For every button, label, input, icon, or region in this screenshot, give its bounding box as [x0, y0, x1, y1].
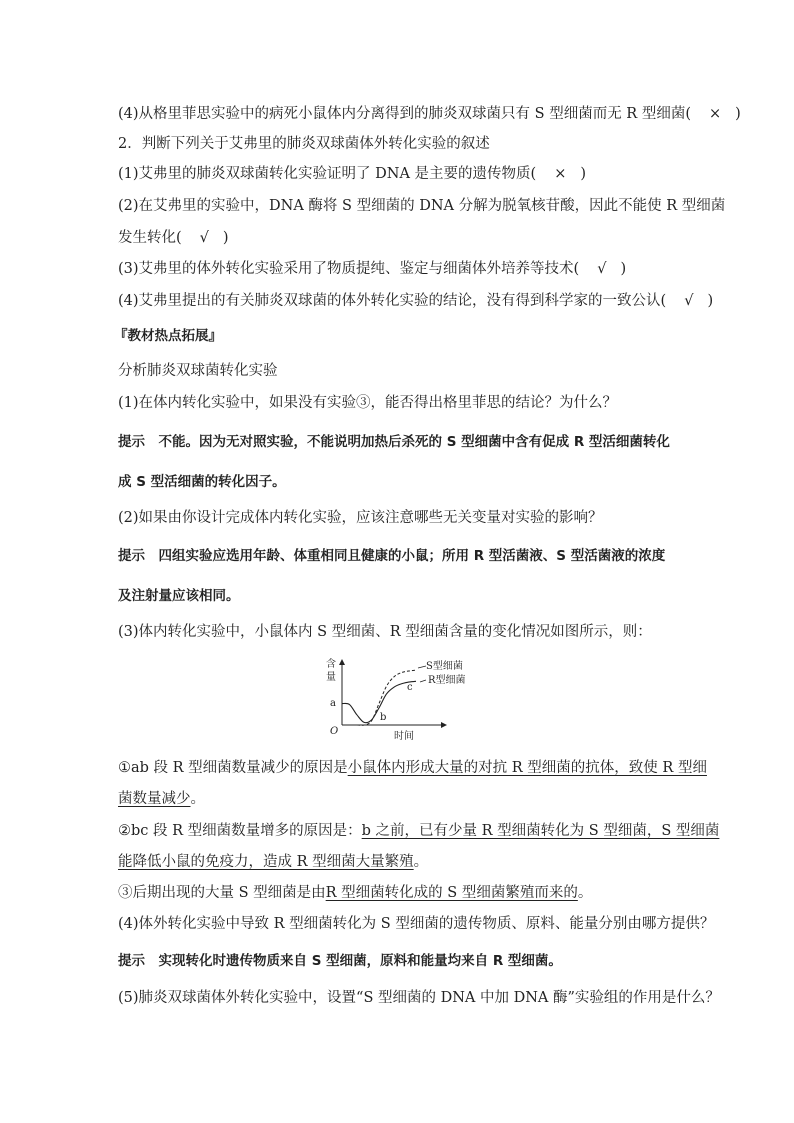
answer-1-line-2 [118, 789, 680, 809]
bracket-close: ) [620, 261, 627, 277]
period: 。 [190, 791, 205, 807]
legend-r-bacteria: R型细菌 [428, 675, 466, 686]
s-legend-leader [418, 666, 426, 668]
judgment-item-4 [118, 104, 741, 124]
sub-question-5: (5)肺炎双球菌体外转化实验中，设置“S 型细菌的 DNA 中加 DNA 酶”实验组的作用是什么？ [118, 990, 720, 1006]
answer-1-underlined: 小鼠体内形成大量的对抗 R 型细菌的抗体，致使 R 型细 [347, 760, 707, 776]
point-b-label: b [380, 712, 387, 723]
r-legend-leader [420, 680, 426, 682]
answer-1-prefix: ①ab 段 R 型细菌数量减少的原因是 [118, 760, 348, 776]
judgment-2-item-2-line-2 [118, 228, 680, 248]
topic-heading: 分析肺炎双球菌转化实验 [118, 363, 278, 379]
hint-1-line-2: 成 S 型活细菌的转化因子。 [118, 474, 286, 490]
bracket-close: ) [222, 230, 229, 246]
point-a-label: a [330, 698, 336, 709]
cross-mark: × [554, 166, 567, 182]
period: 。 [413, 854, 429, 870]
sub-question-3: (3)体内转化实验中，小鼠体内 S 型细菌、R 型细菌含量的变化情况如图所示，则： [118, 624, 652, 640]
answer-2-line-2 [118, 852, 680, 872]
judgment-2-item-1 [118, 164, 680, 184]
r-bacteria-curve [342, 681, 416, 722]
bracket-close: ) [580, 166, 587, 182]
answer-2-prefix: ②bc 段 R 型细菌数量增多的原因是： [118, 823, 362, 839]
judgment-2-item-2-line-1: (2)在艾弗里的实验中，DNA 酶将 S 型细菌的 DNA 分解为脱氧核苷酸，因此不能使 R 型细菌 [118, 198, 726, 214]
question-2-heading: 2．判断下列关于艾弗里的肺炎双球菌体外转化实验的叙述 [118, 136, 490, 152]
origin-label: O [330, 726, 339, 737]
y-axis-label-2: 量 [326, 672, 336, 683]
answer-3-prefix: ③后期出现的大量 S 型细菌是由 [118, 885, 326, 901]
cross-mark: × [708, 106, 722, 122]
judgment-item-4-text: (4)从格里菲思实验中的病死小鼠体内分离得到的肺炎双球菌只有 S 型细菌而无 R 型细菌( [118, 106, 691, 122]
hint-4: 提示 实现转化时遗传物质来自 S 型细菌，原料和能量均来自 R 型细菌。 [118, 953, 562, 969]
answer-3-underlined: R 型细菌转化成的 S 型细菌繁殖而来的 [325, 885, 578, 901]
answer-3 [118, 883, 680, 903]
sub-question-1: (1)在体内转化实验中，如果没有实验③，能否得出格里菲思的结论？为什么？ [118, 395, 618, 411]
period: 。 [577, 885, 593, 901]
answer-2-line-1 [118, 821, 720, 841]
chart-svg [312, 656, 484, 742]
hint-2-line-1: 提示 四组实验应选用年龄、体重相同且健康的小鼠；所用 R 型活菌液、S 型活菌液的浓度 [118, 548, 666, 564]
bracket-close: ) [735, 106, 741, 122]
judgment-2-item-1-text: (1)艾弗里的肺炎双球菌转化实验证明了 DNA 是主要的遗传物质( [118, 166, 537, 182]
point-c-label: c [407, 682, 413, 693]
judgment-2-item-4-text: (4)艾弗里提出的有关肺炎双球菌的体外转化实验的结论，没有得到科学家的一致公认( [118, 293, 667, 309]
bracket-close: ) [707, 293, 714, 309]
sub-question-2: (2)如果由你设计完成体内转化实验，应该注意哪些无关变量对实验的影响？ [118, 510, 603, 526]
hint-2-line-2: 及注射量应该相同。 [118, 588, 240, 604]
answer-1-line-1 [118, 758, 707, 778]
s-bacteria-curve [342, 670, 416, 725]
check-mark: √ [597, 261, 607, 277]
section-title: 『教材热点拓展』 [114, 328, 222, 344]
sub-question-4: (4)体外转化实验中导致 R 型细菌转化为 S 型细菌的遗传物质、原料、能量分别由哪方提供？ [118, 916, 715, 932]
x-axis-label: 时间 [394, 731, 414, 742]
answer-2-underlined-end: 能降低小鼠的免疫力，造成 R 型细菌大量繁殖 [118, 854, 414, 870]
legend-s-bacteria: S型细菌 [426, 661, 463, 672]
check-mark: √ [684, 293, 694, 309]
answer-2-underlined: b 之前，已有少量 R 型细菌转化为 S 型细菌，S 型细菌 [361, 823, 720, 839]
judgment-2-item-2-text: 发生转化( [118, 230, 182, 246]
answer-1-underlined-end: 菌数量减少 [118, 791, 191, 807]
check-mark: √ [199, 230, 209, 246]
hint-1-line-1: 提示 不能。因为无对照实验，不能说明加热后杀死的 S 型细菌中含有促成 R 型活细菌转化 [118, 434, 670, 450]
y-axis-label-1: 含 [326, 659, 336, 670]
bacteria-content-chart [312, 656, 484, 742]
judgment-2-item-3 [118, 259, 680, 279]
judgment-2-item-3-text: (3)艾弗里的体外转化实验采用了物质提纯、鉴定与细菌体外培养等技术( [118, 261, 580, 277]
judgment-2-item-4 [118, 291, 714, 311]
